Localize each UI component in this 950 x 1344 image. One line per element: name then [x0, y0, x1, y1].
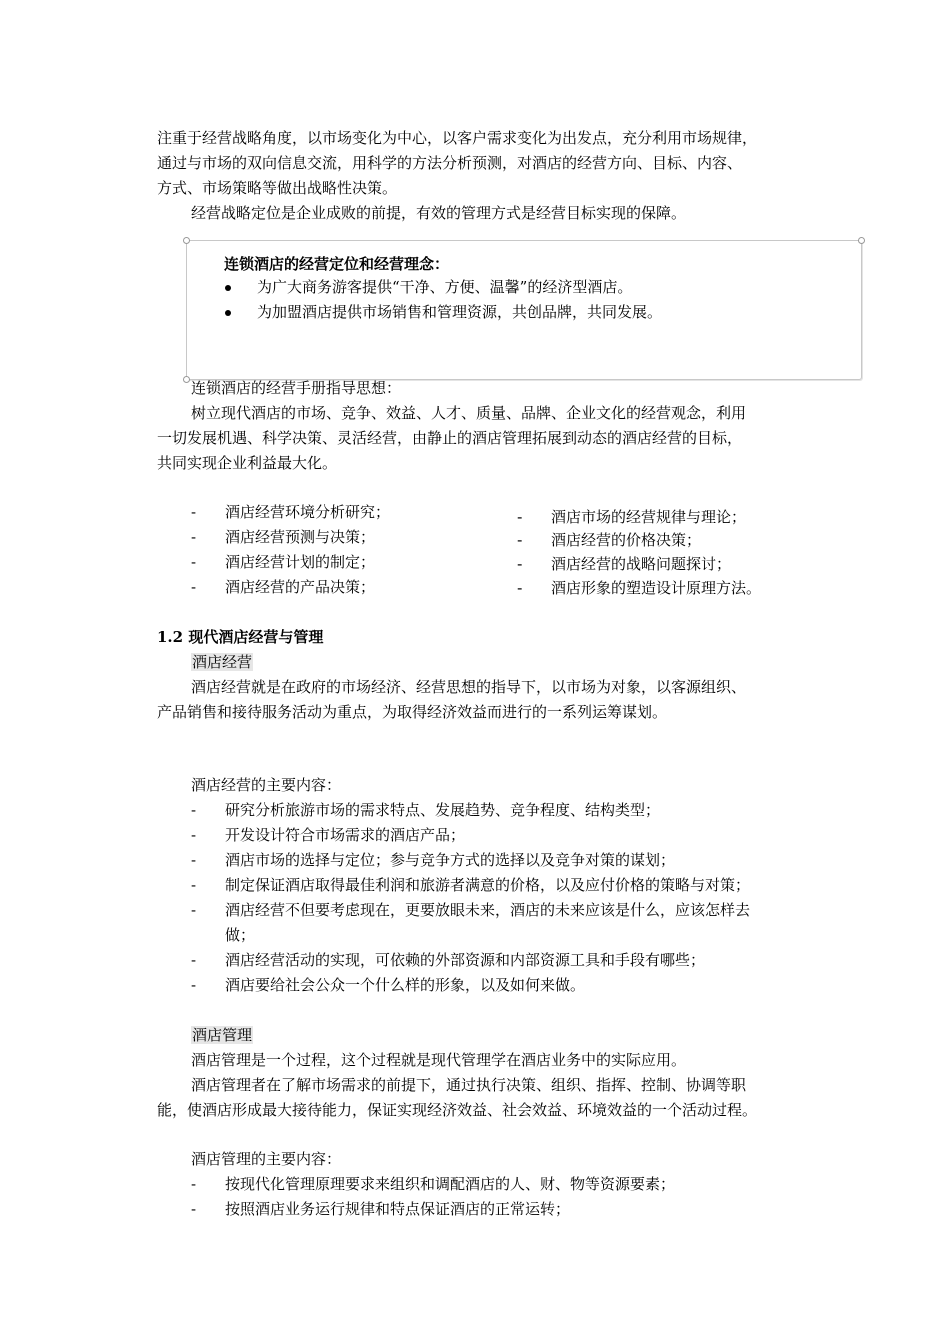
ops-item: 酒店经营不但要考虑现在，更要放眼未来，酒店的未来应该是什么，应该怎样去 — [225, 901, 751, 919]
textbox-handle — [183, 237, 190, 244]
mgmt-content-title: 酒店管理的主要内容： — [191, 1150, 342, 1168]
dash-marker: - — [517, 531, 523, 549]
topic-right: 酒店市场的经营规律与理论； — [551, 508, 747, 526]
guide-title: 连锁酒店的经营手册指导思想： — [191, 379, 402, 397]
mgmt-item: 按照酒店业务运行规律和特点保证酒店的正常运转； — [225, 1200, 571, 1218]
dash-marker: - — [517, 508, 523, 526]
mgmt-def-2-line-2: 能，使酒店形成最大接待能力，保证实现经济效益、社会效益、环境效益的一个活动过程。 — [157, 1101, 758, 1119]
dash-marker: - — [191, 951, 197, 969]
ops-item: 研究分析旅游市场的需求特点、发展趋势、竞争程度、结构类型； — [225, 801, 661, 819]
bullet-icon — [225, 310, 231, 316]
dash-marker: - — [191, 901, 197, 919]
dash-marker: - — [191, 976, 197, 994]
ops-item: 酒店要给社会公众一个什么样的形象，以及如何来做。 — [225, 976, 586, 994]
section-heading: 1.2 现代酒店经营与管理 — [157, 628, 324, 646]
topic-right: 酒店经营的价格决策； — [551, 531, 702, 549]
ops-def-line-1: 酒店经营就是在政府的市场经济、经营思想的指导下，以市场为对象，以客源组织、 — [191, 678, 747, 696]
guide-line-1: 树立现代酒店的市场、竞争、效益、人才、质量、品牌、企业文化的经营观念，利用 — [191, 404, 747, 422]
topic-left: 酒店经营计划的制定； — [225, 553, 376, 571]
ops-label: 酒店经营 — [192, 653, 253, 671]
ops-content-title: 酒店经营的主要内容： — [191, 776, 342, 794]
intro-summary: 经营战略定位是企业成败的前提，有效的管理方式是经营目标实现的保障。 — [191, 204, 687, 222]
ops-item: 开发设计符合市场需求的酒店产品； — [225, 826, 466, 844]
dash-marker: - — [517, 579, 523, 597]
ops-item: 酒店市场的选择与定位；参与竞争方式的选择以及竞争对策的谋划； — [225, 851, 676, 869]
ops-item: 制定保证酒店取得最佳利润和旅游者满意的价格，以及应付价格的策略与对策； — [225, 876, 751, 894]
topic-left: 酒店经营预测与决策； — [225, 528, 376, 546]
bullet-icon — [225, 285, 231, 291]
dash-marker: - — [191, 1200, 197, 1218]
intro-line-1: 注重于经营战略角度，以市场变化为中心，以客户需求变化为出发点，充分利用市场规律， — [157, 129, 758, 147]
dash-marker: - — [191, 1175, 197, 1193]
dash-marker: - — [191, 801, 197, 819]
guide-line-2: 一切发展机遇、科学决策、灵活经营，由静止的酒店管理拓展到动态的酒店经营的目标， — [157, 429, 743, 447]
dash-marker: - — [191, 826, 197, 844]
topic-left: 酒店经营的产品决策； — [225, 578, 376, 596]
textbox-handle — [183, 376, 190, 383]
dash-marker: - — [191, 528, 197, 546]
dash-marker: - — [517, 555, 523, 573]
intro-line-3: 方式、市场策略等做出战略性决策。 — [157, 179, 398, 197]
ops-item: 酒店经营活动的实现，可依赖的外部资源和内部资源工具和手段有哪些； — [225, 951, 706, 969]
mgmt-label: 酒店管理 — [192, 1026, 253, 1044]
box-title: 连锁酒店的经营定位和经营理念： — [224, 255, 450, 273]
box-item: 为加盟酒店提供市场销售和管理资源，共创品牌，共同发展。 — [257, 303, 663, 321]
box-item: 为广大商务游客提供“干净、方便、温馨”的经济型酒店。 — [257, 278, 633, 296]
mgmt-def-2-line-1: 酒店管理者在了解市场需求的前提下，通过执行决策、组织、指挥、控制、协调等职 — [191, 1076, 747, 1094]
textbox-handle — [858, 237, 865, 244]
guide-line-3: 共同实现企业利益最大化。 — [157, 454, 338, 472]
topic-left: 酒店经营环境分析研究； — [225, 503, 391, 521]
ops-def-line-2: 产品销售和接待服务活动为重点，为取得经济效益而进行的一系列运筹谋划。 — [157, 703, 668, 721]
dash-marker: - — [191, 553, 197, 571]
dash-marker: - — [191, 578, 197, 596]
dash-marker: - — [191, 503, 197, 521]
dash-marker: - — [191, 851, 197, 869]
topic-right: 酒店形象的塑造设计原理方法。 — [551, 579, 762, 597]
dash-marker: - — [191, 876, 197, 894]
mgmt-item: 按现代化管理原理要求来组织和调配酒店的人、财、物等资源要素； — [225, 1175, 676, 1193]
topic-right: 酒店经营的战略问题探讨； — [551, 555, 732, 573]
ops-item-continuation: 做； — [225, 926, 256, 944]
intro-line-2: 通过与市场的双向信息交流，用科学的方法分析预测，对酒店的经营方向、目标、内容、 — [157, 154, 743, 172]
mgmt-def-1: 酒店管理是一个过程，这个过程就是现代管理学在酒店业务中的实际应用。 — [191, 1051, 687, 1069]
